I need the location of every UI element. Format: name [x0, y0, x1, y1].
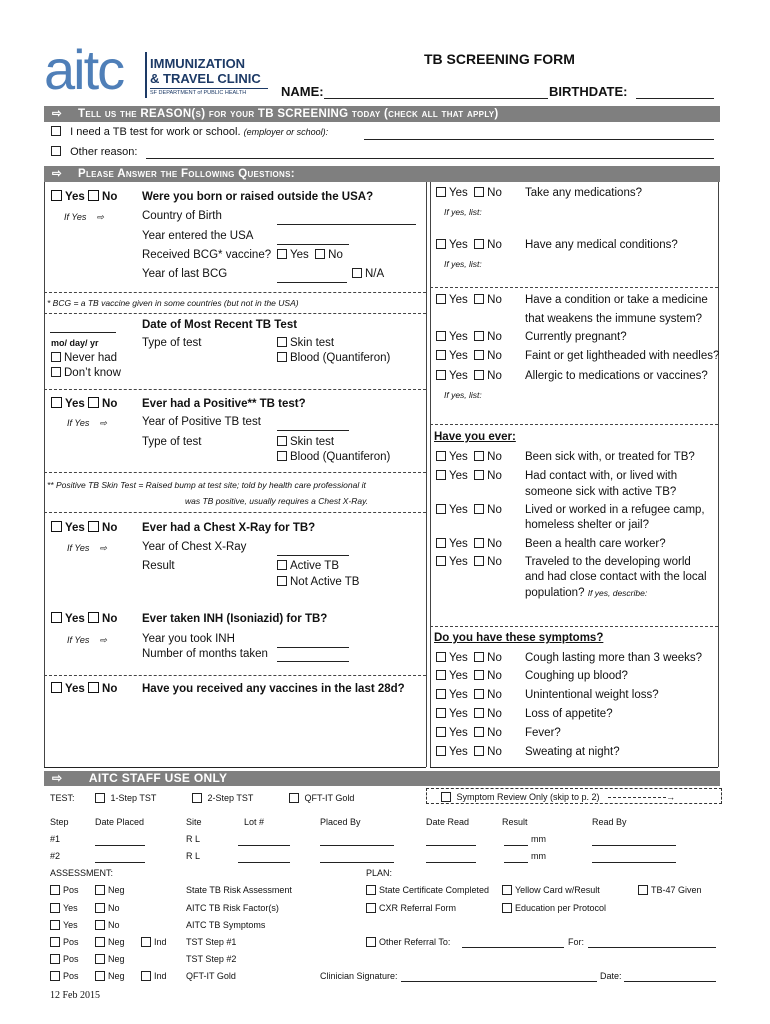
row1-site[interactable]: R L — [186, 834, 201, 844]
staff-band: ⇨ AITC STAFF USE ONLY — [44, 771, 720, 786]
row2-label: #2 — [50, 851, 61, 861]
a3-label: AITC TB Symptoms — [186, 920, 266, 930]
inh-yes-no[interactable]: Yes No — [51, 613, 117, 625]
a6-pos[interactable]: Pos — [50, 971, 79, 982]
col-read-by: Read By — [592, 817, 627, 827]
row1-label: #1 — [50, 834, 61, 844]
name-label: NAME: — [281, 84, 324, 99]
a1-pos[interactable]: Pos — [50, 885, 79, 896]
conditions-iflist: If yes, list: — [444, 259, 482, 269]
arrow-icon: ⇨ — [96, 212, 104, 222]
symptom-1: Cough lasting more than 3 weeks? — [525, 652, 703, 664]
xray-result-label: Result — [142, 560, 175, 572]
positive-type-label: Type of test — [142, 436, 202, 448]
a4-pos[interactable]: Pos — [50, 937, 79, 948]
contact-q2: someone sick with active TB? — [525, 486, 677, 498]
a5-pos[interactable]: Pos — [50, 954, 79, 965]
positive-yes-no[interactable]: Yes No — [51, 398, 117, 410]
symptom-6: Sweating at night? — [525, 746, 620, 758]
a1-neg[interactable]: Neg — [95, 885, 125, 896]
birthdate-field[interactable] — [636, 98, 714, 99]
positive-blood[interactable]: Blood (Quantiferon) — [277, 451, 390, 463]
country-label: Country of Birth — [142, 210, 222, 222]
xray-ifyes: If Yes ⇨ — [67, 543, 107, 553]
inh-months-label: Number of months taken — [142, 648, 268, 660]
a4-ind[interactable]: Ind — [141, 937, 167, 948]
travel-q3: population? If yes, describe: — [525, 587, 648, 599]
reason-other[interactable]: Other reason: — [51, 146, 137, 158]
lived-yes-no[interactable]: Yes No — [436, 504, 502, 516]
travel-yes-no[interactable]: Yes No — [436, 556, 502, 568]
symptoms-title: Do you have these symptoms? — [434, 632, 604, 644]
recent-type-label: Type of test — [142, 337, 202, 349]
bcg-yes-no[interactable]: Yes No — [277, 249, 343, 261]
positive-footnote-2: was TB positive, usually requires a Chest X-Ray. — [185, 496, 369, 506]
inh-year-label: Year you took INH — [142, 633, 235, 645]
born-ifyes: If Yes ⇨ — [64, 212, 104, 222]
plan-cxr[interactable]: CXR Referral Form — [366, 903, 456, 914]
a3-no[interactable]: No — [95, 920, 120, 931]
xray-active[interactable]: Active TB — [277, 560, 339, 572]
plan-education[interactable]: Education per Protocol — [502, 903, 606, 914]
meds-yes-no[interactable]: Yes No — [436, 187, 502, 199]
a6-neg[interactable]: Neg — [95, 971, 125, 982]
positive-skin[interactable]: Skin test — [277, 436, 334, 448]
clinician-label: Clinician Signature: — [320, 971, 398, 981]
plan-other-referral[interactable]: Other Referral To: — [366, 937, 450, 948]
row1-mm: mm — [531, 834, 546, 844]
reason-work[interactable]: I need a TB test for work or school. (employer or school): — [51, 126, 328, 138]
allergic-yes-no[interactable]: Yes No — [436, 370, 502, 382]
hcw-question: Been a health care worker? — [525, 538, 666, 550]
sick-question: Been sick with, or treated for TB? — [525, 451, 695, 463]
born-yes-no[interactable]: Yes No — [51, 191, 117, 203]
a5-neg[interactable]: Neg — [95, 954, 125, 965]
bcg-footnote: * BCG = a TB vaccine given in some countries (but not in the USA) — [47, 298, 299, 308]
test-row: TEST: — [50, 793, 75, 803]
symptom-2: Coughing up blood? — [525, 670, 628, 682]
col-site: Site — [186, 817, 202, 827]
recent-dontknow[interactable]: Don’t know — [51, 367, 121, 379]
date-field[interactable] — [624, 981, 716, 982]
arrow-icon: ⇨ — [52, 771, 63, 785]
allergic-question: Allergic to medications or vaccines? — [525, 370, 708, 382]
immune-q2: that weakens the immune system? — [525, 313, 703, 325]
travel-q2: and had close contact with the local — [525, 571, 707, 583]
symptom-5: Fever? — [525, 727, 561, 739]
faint-question: Faint or get lightheaded with needles? — [525, 350, 720, 362]
xray-yes-no[interactable]: Yes No — [51, 522, 117, 534]
col-lot: Lot # — [244, 817, 265, 827]
allergic-iflist: If yes, list: — [444, 390, 482, 400]
xray-year-field[interactable] — [277, 555, 349, 556]
bcg-na[interactable]: N/A — [352, 268, 384, 280]
logo-line3: SF DEPARTMENT of PUBLIC HEALTH — [150, 90, 247, 96]
symptom-3: Unintentional weight loss? — [525, 689, 659, 701]
symptom-review-box[interactable]: Symptom Review Only (skip to p. 2) → — [426, 788, 722, 804]
plan-label: PLAN: — [366, 868, 393, 878]
positive-year-field[interactable] — [277, 430, 349, 431]
a5-label: TST Step #2 — [186, 954, 237, 964]
clinician-signature-field[interactable] — [401, 981, 597, 982]
col-result: Result — [502, 817, 528, 827]
recent-never[interactable]: Never had — [51, 352, 117, 364]
s5-yes-no[interactable]: Yes No — [436, 727, 502, 739]
checkbox-icon — [51, 146, 61, 156]
inh-months-field[interactable] — [277, 661, 349, 662]
arrow-icon: ⇨ — [99, 418, 107, 428]
faint-yes-no[interactable]: Yes No — [436, 350, 502, 362]
mdy-label: mo/ day/ yr — [51, 338, 99, 348]
a4-label: TST Step #1 — [186, 937, 237, 947]
birthdate-label: BIRTHDATE: — [549, 84, 628, 99]
arrow-icon: ⇨ — [52, 108, 62, 120]
a2-label: AITC TB Risk Factor(s) — [186, 903, 279, 913]
plan-tb47[interactable]: TB-47 Given — [638, 885, 702, 896]
have-ever-title: Have you ever: — [434, 431, 516, 443]
conditions-yes-no[interactable]: Yes No — [436, 239, 502, 251]
logo-acronym: aitc — [44, 38, 124, 101]
meds-question: Take any medications? — [525, 187, 642, 199]
conditions-question: Have any medical conditions? — [525, 239, 678, 251]
immune-yes-no[interactable]: Yes No — [436, 294, 502, 306]
questions-band: ⇨ Please Answer the Following Questions: — [44, 166, 720, 182]
meds-iflist: If yes, list: — [444, 207, 482, 217]
arrow-icon: ⇨ — [52, 168, 62, 180]
date-label: Date: — [600, 971, 622, 981]
born-question: Were you born or raised outside the USA? — [142, 191, 374, 203]
s1-yes-no[interactable]: Yes No — [436, 652, 502, 664]
inh-question: Ever taken INH (Isoniazid) for TB? — [142, 613, 328, 625]
assessment-label: ASSESSMENT: — [50, 868, 114, 878]
s6-yes-no[interactable]: Yes No — [436, 746, 502, 758]
a6-ind[interactable]: Ind — [141, 971, 167, 982]
a1-label: State TB Risk Assessment — [186, 885, 292, 895]
a2-yes[interactable]: Yes — [50, 903, 78, 914]
col-date-placed: Date Placed — [95, 817, 145, 827]
logo-line2: & TRAVEL CLINIC — [150, 71, 261, 86]
xray-year-label: Year of Chest X-Ray — [142, 541, 247, 553]
pregnant-yes-no[interactable]: Yes No — [436, 331, 502, 343]
sick-yes-no[interactable]: Yes No — [436, 451, 502, 463]
s2-yes-no[interactable]: Yes No — [436, 670, 502, 682]
arrow-icon: ⇨ — [99, 635, 107, 645]
pregnant-question: Currently pregnant? — [525, 331, 627, 343]
year-bcg-field[interactable] — [277, 282, 347, 283]
positive-footnote-1: ** Positive TB Skin Test = Raised bump at test site; told by health care professional it — [47, 480, 366, 490]
row2-site[interactable]: R L — [186, 851, 201, 861]
inh-year-field[interactable] — [277, 647, 349, 648]
year-entered-field[interactable] — [277, 244, 349, 245]
immune-q1: Have a condition or take a medicine — [525, 294, 708, 306]
positive-year-label: Year of Positive TB test — [142, 416, 261, 428]
a3-yes[interactable]: Yes — [50, 920, 78, 931]
year-bcg-label: Year of last BCG — [142, 268, 228, 280]
form-title: TB SCREENING FORM — [424, 51, 575, 67]
a4-neg[interactable]: Neg — [95, 937, 125, 948]
reason-band: ⇨ Tell us the REASON(s) for your TB SCREENING today (check all that apply) — [44, 106, 720, 122]
travel-q1: Traveled to the developing world — [525, 556, 691, 568]
a6-label: QFT-IT Gold — [186, 971, 236, 981]
recent-blood[interactable]: Blood (Quantiferon) — [277, 352, 390, 364]
xray-notactive[interactable]: Not Active TB — [277, 576, 359, 588]
plan-yellow-card[interactable]: Yellow Card w/Result — [502, 885, 600, 896]
plan-state-cert[interactable]: State Certificate Completed — [366, 885, 489, 896]
inh-ifyes: If Yes ⇨ — [67, 635, 107, 645]
test-2step[interactable]: 2-Step TST — [192, 793, 253, 804]
year-entered-label: Year entered the USA — [142, 230, 254, 242]
arrow-right-icon: → — [666, 792, 676, 802]
footer-date: 12 Feb 2015 — [50, 990, 100, 1001]
country-field[interactable] — [277, 224, 416, 225]
col-date-read: Date Read — [426, 817, 470, 827]
col-placed-by: Placed By — [320, 817, 361, 827]
name-field[interactable] — [324, 98, 548, 99]
recent-title: Date of Most Recent TB Test — [142, 319, 298, 331]
col-step: Step — [50, 817, 69, 827]
test-1step[interactable]: 1-Step TST — [95, 793, 156, 804]
plan-for-label: For: — [568, 937, 585, 947]
positive-question: Ever had a Positive** TB test? — [142, 398, 306, 410]
vaccines-question: Have you received any vaccines in the last 28d? — [142, 683, 405, 695]
test-qft[interactable]: QFT-IT Gold — [289, 793, 354, 804]
s3-yes-no[interactable]: Yes No — [436, 689, 502, 701]
contact-yes-no[interactable]: Yes No — [436, 470, 502, 482]
lived-q1: Lived or worked in a refugee camp, — [525, 504, 705, 516]
logo-line1: IMMUNIZATION — [150, 56, 246, 71]
hcw-yes-no[interactable]: Yes No — [436, 538, 502, 550]
positive-ifyes: If Yes ⇨ — [67, 418, 107, 428]
arrow-icon: ⇨ — [99, 543, 107, 553]
symptom-4: Loss of appetite? — [525, 708, 613, 720]
checkbox-icon — [51, 126, 61, 136]
recent-skin[interactable]: Skin test — [277, 337, 334, 349]
bcg-label: Received BCG* vaccine? — [142, 249, 272, 261]
a2-no[interactable]: No — [95, 903, 120, 914]
s4-yes-no[interactable]: Yes No — [436, 708, 502, 720]
contact-q1: Had contact with, or lived with — [525, 470, 678, 482]
row2-mm: mm — [531, 851, 546, 861]
lived-q2: homeless shelter or jail? — [525, 519, 650, 531]
xray-question: Ever had a Chest X-Ray for TB? — [142, 522, 316, 534]
recent-date-field[interactable] — [50, 332, 116, 333]
vaccines-yes-no[interactable]: Yes No — [51, 683, 117, 695]
